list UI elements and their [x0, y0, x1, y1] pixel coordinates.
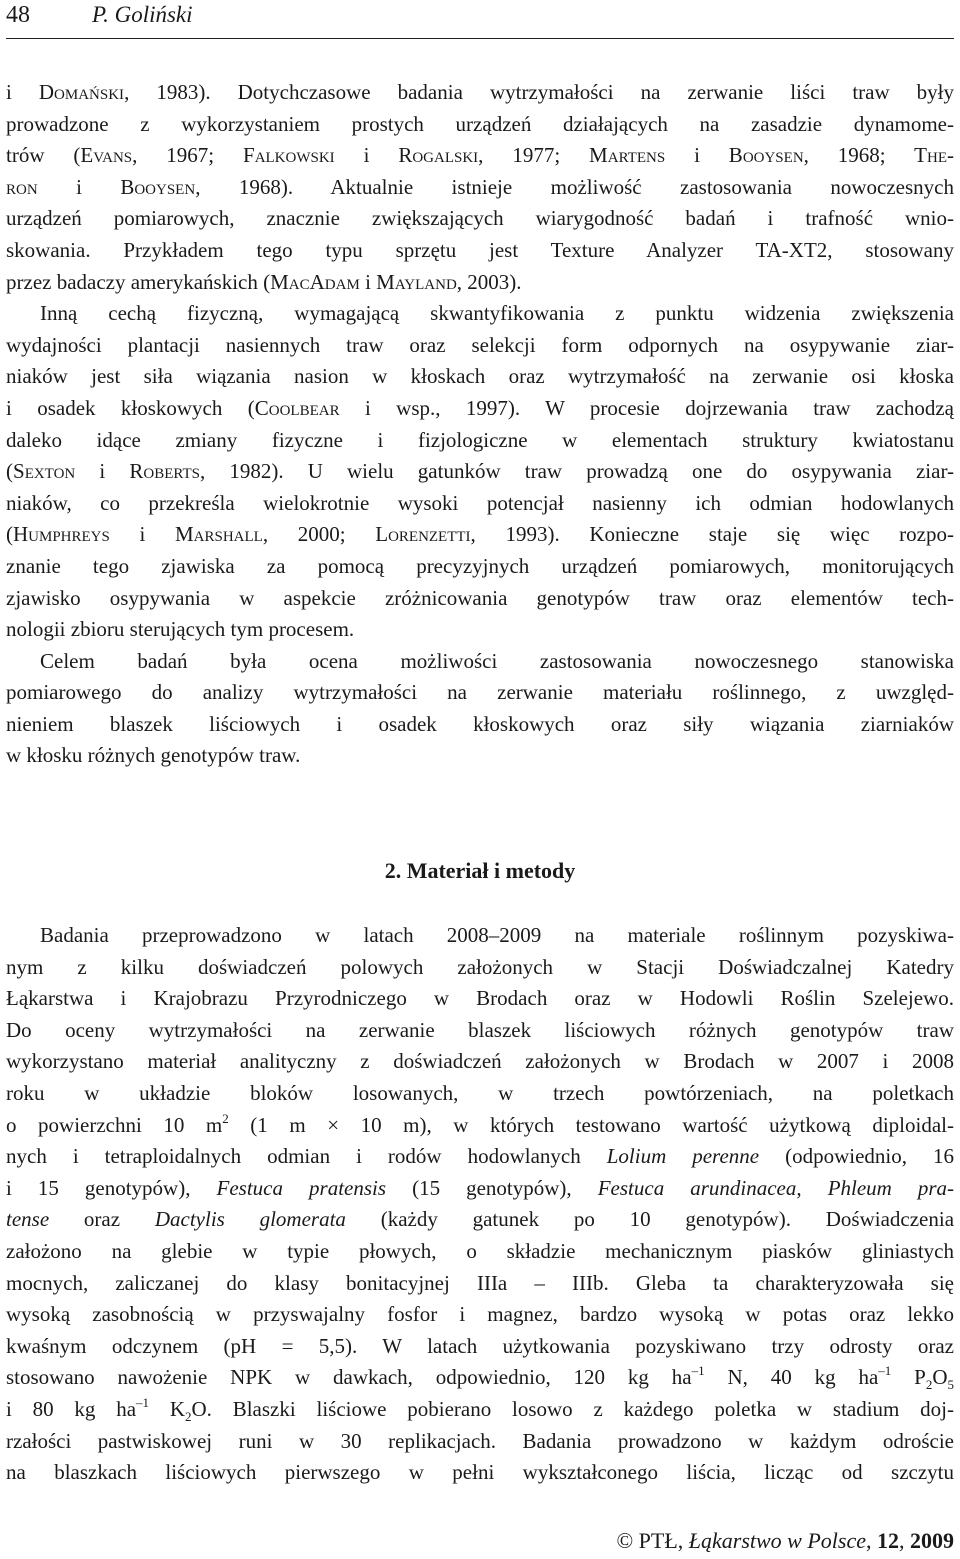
text-line: Inną cechą fizyczną, wymagającą skwantyfikowania z punktu widzenia zwiększenia	[40, 301, 954, 326]
text-line: trów (EVANS, 1967; FALKOWSKI i ROGALSKI, 1977; MARTENS i BOOYSEN, 1968; THE-	[6, 143, 954, 168]
footer-volume: 12	[877, 1528, 899, 1553]
footer-journal: Łąkarstwo w Polsce	[688, 1528, 866, 1553]
text-line: niaków, co przekreśla wielokrotnie wysoki potencjał nasienny ich odmian hodowlanych	[6, 490, 954, 515]
text-line: zjawisko osypywania w aspekcie zróżnicowania genotypów traw oraz elementów tech-	[6, 585, 954, 610]
text-line: pomiarowego do analizy wytrzymałości na zerwanie materiału roślinnego, z uwzględ-	[6, 680, 954, 705]
page-header	[6, 0, 954, 39]
text-line: przez badaczy amerykańskich (MACADAM i MAYLAND, 2003).	[6, 269, 522, 294]
text-line: i 15 genotypów), Festuca pratensis (15 genotypów), Festuca arundinacea, Phleum pra-	[6, 1175, 954, 1200]
text-line: nieniem blaszek liściowych i osadek kłoskowych oraz siły wiązania ziarniaków	[6, 711, 954, 736]
page-number: 48	[6, 2, 30, 28]
text-line: wykorzystano materiał analityczny z doświadczeń założonych w Brodach w 2007 i 2008	[6, 1049, 954, 1074]
text-line: mocnych, zaliczanej do klasy bonitacyjnej IIIa – IIIb. Gleba ta charakteryzowała się	[6, 1270, 954, 1295]
body-text-intro	[6, 77, 954, 772]
section-title: 2. Materiał i metody	[384, 858, 576, 883]
text-line: urządzeń pomiarowych, znacznie zwiększających wiarygodność badań i trafność wnio-	[6, 206, 954, 231]
text-line: nych i tetraploidalnych odmian i rodów hodowlanych Lolium perenne (odpowiednio, 16	[6, 1144, 954, 1169]
text-line: (SEXTON i ROBERTS, 1982). U wielu gatunków traw prowadzą one do osypywania ziar-	[6, 459, 954, 484]
text-line: Do oceny wytrzymałości na zerwanie blaszek liściowych różnych genotypów traw	[6, 1017, 954, 1042]
footer-copyright: © PTŁ,	[616, 1528, 684, 1553]
text-line: znanie tego zjawiska za pomocą precyzyjnych urządzeń pomiarowych, monitorujących	[6, 553, 954, 578]
text-line: kwaśnym odczynem (pH = 5,5). W latach użytkowania pozyskiwano trzy odrosty oraz	[6, 1333, 954, 1358]
text-line: rzałości pastwiskowej runi w 30 replikacjach. Badania prowadzono w każdym odroście	[6, 1428, 954, 1453]
text-line: nym z kilku doświadczeń polowych założonych w Stacji Doświadczalnej Katedry	[6, 954, 954, 979]
text-line: wydajności plantacji nasiennych traw oraz selekcji form odpornych na osypywanie ziar-	[6, 332, 954, 357]
text-line: (HUMPHREYS i MARSHALL, 2000; LORENZETTI, 1993). Konieczne staje się więc rozpo-	[6, 522, 954, 547]
text-line: stosowano nawożenie NPK w dawkach, odpowiednio, 120 kg $ha^{-1}$ N, 40 kg $ha^{-1}$ $P_2O_5$	[6, 1363, 954, 1393]
text-line: Celem badań była ocena możliwości zastosowania nowoczesnego stanowiska	[40, 648, 954, 673]
text-line: prowadzone z wykorzystaniem prostych urządzeń działających na zasadzie dynamome-	[6, 111, 954, 136]
text-line: RON i BOOYSEN, 1968). Aktualnie istnieje możliwość zastosowania nowoczesnych	[6, 174, 954, 199]
footer: © PTŁ, Łąkarstwo w Polsce, 12, 2009	[616, 1528, 954, 1553]
text-line: i 80 kg $ha^{-1}$ $K_2O$. Blaszki liściowe pobierano losowo z każdego poletka w stadium doj-	[6, 1394, 954, 1425]
text-line: Łąkarstwa i Krajobrazu Przyrodniczego w Brodach oraz w Hodowli Roślin Szelejewo.	[6, 986, 954, 1011]
text-line: o powierzchni 10 $m^2$ (1 m × 10 m), w których testowano wartość użytkową diploidal-	[6, 1110, 954, 1137]
running-head: P. Goliński	[92, 2, 193, 27]
text-line: skowania. Przykładem tego typu sprzętu jest Texture Analyzer TA-XT2, stosowany	[6, 237, 954, 262]
text-line: w kłosku różnych genotypów traw.	[6, 743, 301, 768]
text-line: i DOMAŃSKI, 1983). Dotychczasowe badania wytrzymałości na zerwanie liści traw były	[6, 80, 954, 104]
text-line: i osadek kłoskowych (COOLBEAR i wsp., 1997). W procesie dojrzewania traw zachodzą	[6, 395, 954, 420]
text-line: nologii zbioru sterujących tym procesem.	[6, 617, 355, 642]
text-line: Badania przeprowadzono w latach 2008–2009 na materiale roślinnym pozyskiwa-	[40, 923, 954, 947]
text-line: roku w układzie bloków losowanych, w trzech powtórzeniach, na poletkach	[6, 1080, 954, 1105]
body-text-methods	[6, 920, 954, 1489]
text-line: założono na glebie w typie płowych, o składzie mechanicznym piasków gliniastych	[6, 1238, 954, 1263]
text-line: wysoką zasobnością w przyswajalny fosfor i magnez, bardzo wysoką w potas oraz lekko	[6, 1302, 954, 1327]
text-line: na blaszkach liściowych pierwszego w pełni wykształconego liścia, licząc od szczytu	[6, 1460, 954, 1485]
text-line: niaków jest siła wiązania nasion w kłoskach oraz wytrzymałość na zerwanie osi kłoska	[6, 364, 954, 389]
text-line: daleko idące zmiany fizyczne i fizjologiczne w elementach struktury kwiatostanu	[6, 427, 954, 452]
footer-year: 2009	[910, 1528, 954, 1553]
text-line: tense oraz Dactylis glomerata (każdy gatunek po 10 genotypów). Doświadczenia	[6, 1207, 954, 1232]
